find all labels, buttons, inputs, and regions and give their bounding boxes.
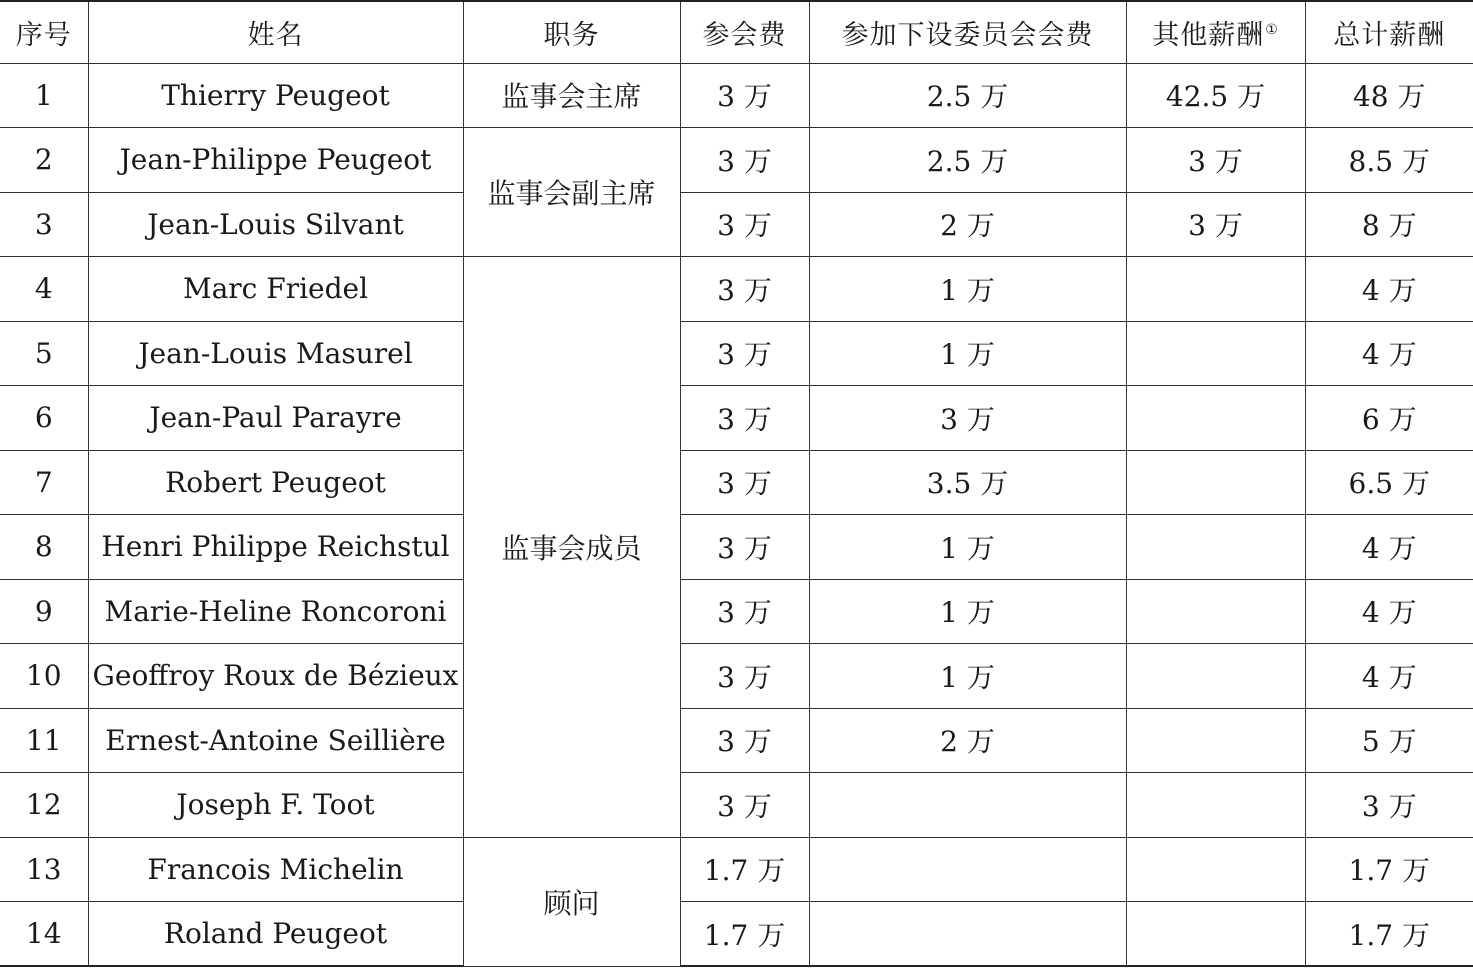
table-row (0, 257, 1473, 322)
table-row (0, 644, 1473, 709)
row-total-pay: 1.7 万 (1305, 902, 1473, 967)
row-no: 7 (0, 450, 88, 515)
table-row (0, 128, 1473, 193)
row-total-pay: 4 万 (1305, 644, 1473, 709)
row-other-pay (1126, 386, 1305, 451)
row-committee-fee: 1 万 (809, 644, 1126, 709)
row-committee-fee: 1 万 (809, 515, 1126, 580)
row-name: Jean-Paul Parayre (88, 386, 463, 451)
row-committee-fee (809, 773, 1126, 838)
row-name: Joseph F. Toot (88, 773, 463, 838)
row-no: 3 (0, 192, 88, 257)
row-other-pay (1126, 515, 1305, 580)
row-total-pay: 4 万 (1305, 579, 1473, 644)
row-committee-fee: 2 万 (809, 708, 1126, 773)
row-meeting-fee: 1.7 万 (680, 837, 809, 902)
row-meeting-fee: 3 万 (680, 63, 809, 128)
row-total-pay: 6.5 万 (1305, 450, 1473, 515)
row-meeting-fee: 3 万 (680, 386, 809, 451)
row-name: Jean-Louis Masurel (88, 321, 463, 386)
row-meeting-fee: 3 万 (680, 708, 809, 773)
row-committee-fee: 2 万 (809, 192, 1126, 257)
row-no: 10 (0, 644, 88, 709)
row-total-pay: 8.5 万 (1305, 128, 1473, 193)
row-meeting-fee: 3 万 (680, 128, 809, 193)
row-no: 1 (0, 63, 88, 128)
row-other-pay: 3 万 (1126, 128, 1305, 193)
row-other-pay (1126, 579, 1305, 644)
row-total-pay: 4 万 (1305, 515, 1473, 580)
row-other-pay: 3 万 (1126, 192, 1305, 257)
table-row (0, 902, 1473, 967)
header-total-pay: 总计薪酬 (1305, 1, 1473, 63)
row-other-pay (1126, 257, 1305, 322)
row-meeting-fee: 1.7 万 (680, 902, 809, 967)
table-row (0, 515, 1473, 580)
row-other-pay (1126, 321, 1305, 386)
header-meeting-fee: 参会费 (680, 1, 809, 63)
row-no: 9 (0, 579, 88, 644)
header-row (0, 1, 1473, 63)
row-meeting-fee: 3 万 (680, 321, 809, 386)
header-role: 职务 (463, 1, 680, 63)
table-row (0, 708, 1473, 773)
row-other-pay (1126, 644, 1305, 709)
row-name: Ernest-Antoine Seillière (88, 708, 463, 773)
header-other-pay-label: 其他薪酬 (1152, 19, 1265, 51)
row-other-pay (1126, 902, 1305, 967)
row-no: 4 (0, 257, 88, 322)
row-name: Marie-Heline Roncoroni (88, 579, 463, 644)
row-no: 11 (0, 708, 88, 773)
row-other-pay (1126, 450, 1305, 515)
row-name: Marc Friedel (88, 257, 463, 322)
header-no: 序号 (0, 1, 88, 63)
row-committee-fee: 2.5 万 (809, 63, 1126, 128)
footnote-marker: ① (1265, 21, 1279, 38)
table-row (0, 837, 1473, 902)
row-total-pay: 8 万 (1305, 192, 1473, 257)
row-meeting-fee: 3 万 (680, 579, 809, 644)
row-total-pay: 3 万 (1305, 773, 1473, 838)
header-other-pay (1126, 1, 1305, 63)
role-cell-advisor: 顾问 (463, 837, 680, 966)
header-committee-fee: 参加下设委员会会费 (809, 1, 1126, 63)
row-committee-fee: 1 万 (809, 257, 1126, 322)
row-name: Henri Philippe Reichstul (88, 515, 463, 580)
row-meeting-fee: 3 万 (680, 192, 809, 257)
row-no: 6 (0, 386, 88, 451)
row-no: 14 (0, 902, 88, 967)
row-meeting-fee: 3 万 (680, 257, 809, 322)
row-total-pay: 4 万 (1305, 257, 1473, 322)
row-meeting-fee: 3 万 (680, 515, 809, 580)
row-other-pay (1126, 837, 1305, 902)
header-name: 姓名 (88, 1, 463, 63)
row-name: Thierry Peugeot (88, 63, 463, 128)
row-meeting-fee: 3 万 (680, 450, 809, 515)
row-name: Jean-Philippe Peugeot (88, 128, 463, 193)
row-other-pay (1126, 773, 1305, 838)
row-committee-fee (809, 902, 1126, 967)
row-total-pay: 4 万 (1305, 321, 1473, 386)
row-no: 2 (0, 128, 88, 193)
table-row (0, 63, 1473, 128)
row-total-pay: 6 万 (1305, 386, 1473, 451)
row-meeting-fee: 3 万 (680, 773, 809, 838)
table-row (0, 192, 1473, 257)
row-committee-fee (809, 837, 1126, 902)
row-name: Robert Peugeot (88, 450, 463, 515)
row-no: 12 (0, 773, 88, 838)
table-row (0, 450, 1473, 515)
row-committee-fee: 3 万 (809, 386, 1126, 451)
role-cell-chairman: 监事会主席 (463, 63, 680, 128)
row-no: 13 (0, 837, 88, 902)
row-no: 8 (0, 515, 88, 580)
role-cell-vice-chairman: 监事会副主席 (463, 128, 680, 257)
row-name: Roland Peugeot (88, 902, 463, 967)
row-name: Francois Michelin (88, 837, 463, 902)
row-total-pay: 1.7 万 (1305, 837, 1473, 902)
row-other-pay (1126, 708, 1305, 773)
row-no: 5 (0, 321, 88, 386)
table-row (0, 386, 1473, 451)
row-committee-fee: 1 万 (809, 321, 1126, 386)
row-name: Geoffroy Roux de Bézieux (88, 644, 463, 709)
table-row (0, 773, 1473, 838)
table-row (0, 579, 1473, 644)
row-total-pay: 48 万 (1305, 63, 1473, 128)
table-row (0, 321, 1473, 386)
row-name: Jean-Louis Silvant (88, 192, 463, 257)
row-meeting-fee: 3 万 (680, 644, 809, 709)
role-cell-member: 监事会成员 (463, 257, 680, 838)
row-other-pay: 42.5 万 (1126, 63, 1305, 128)
row-committee-fee: 3.5 万 (809, 450, 1126, 515)
row-total-pay: 5 万 (1305, 708, 1473, 773)
row-committee-fee: 1 万 (809, 579, 1126, 644)
row-committee-fee: 2.5 万 (809, 128, 1126, 193)
